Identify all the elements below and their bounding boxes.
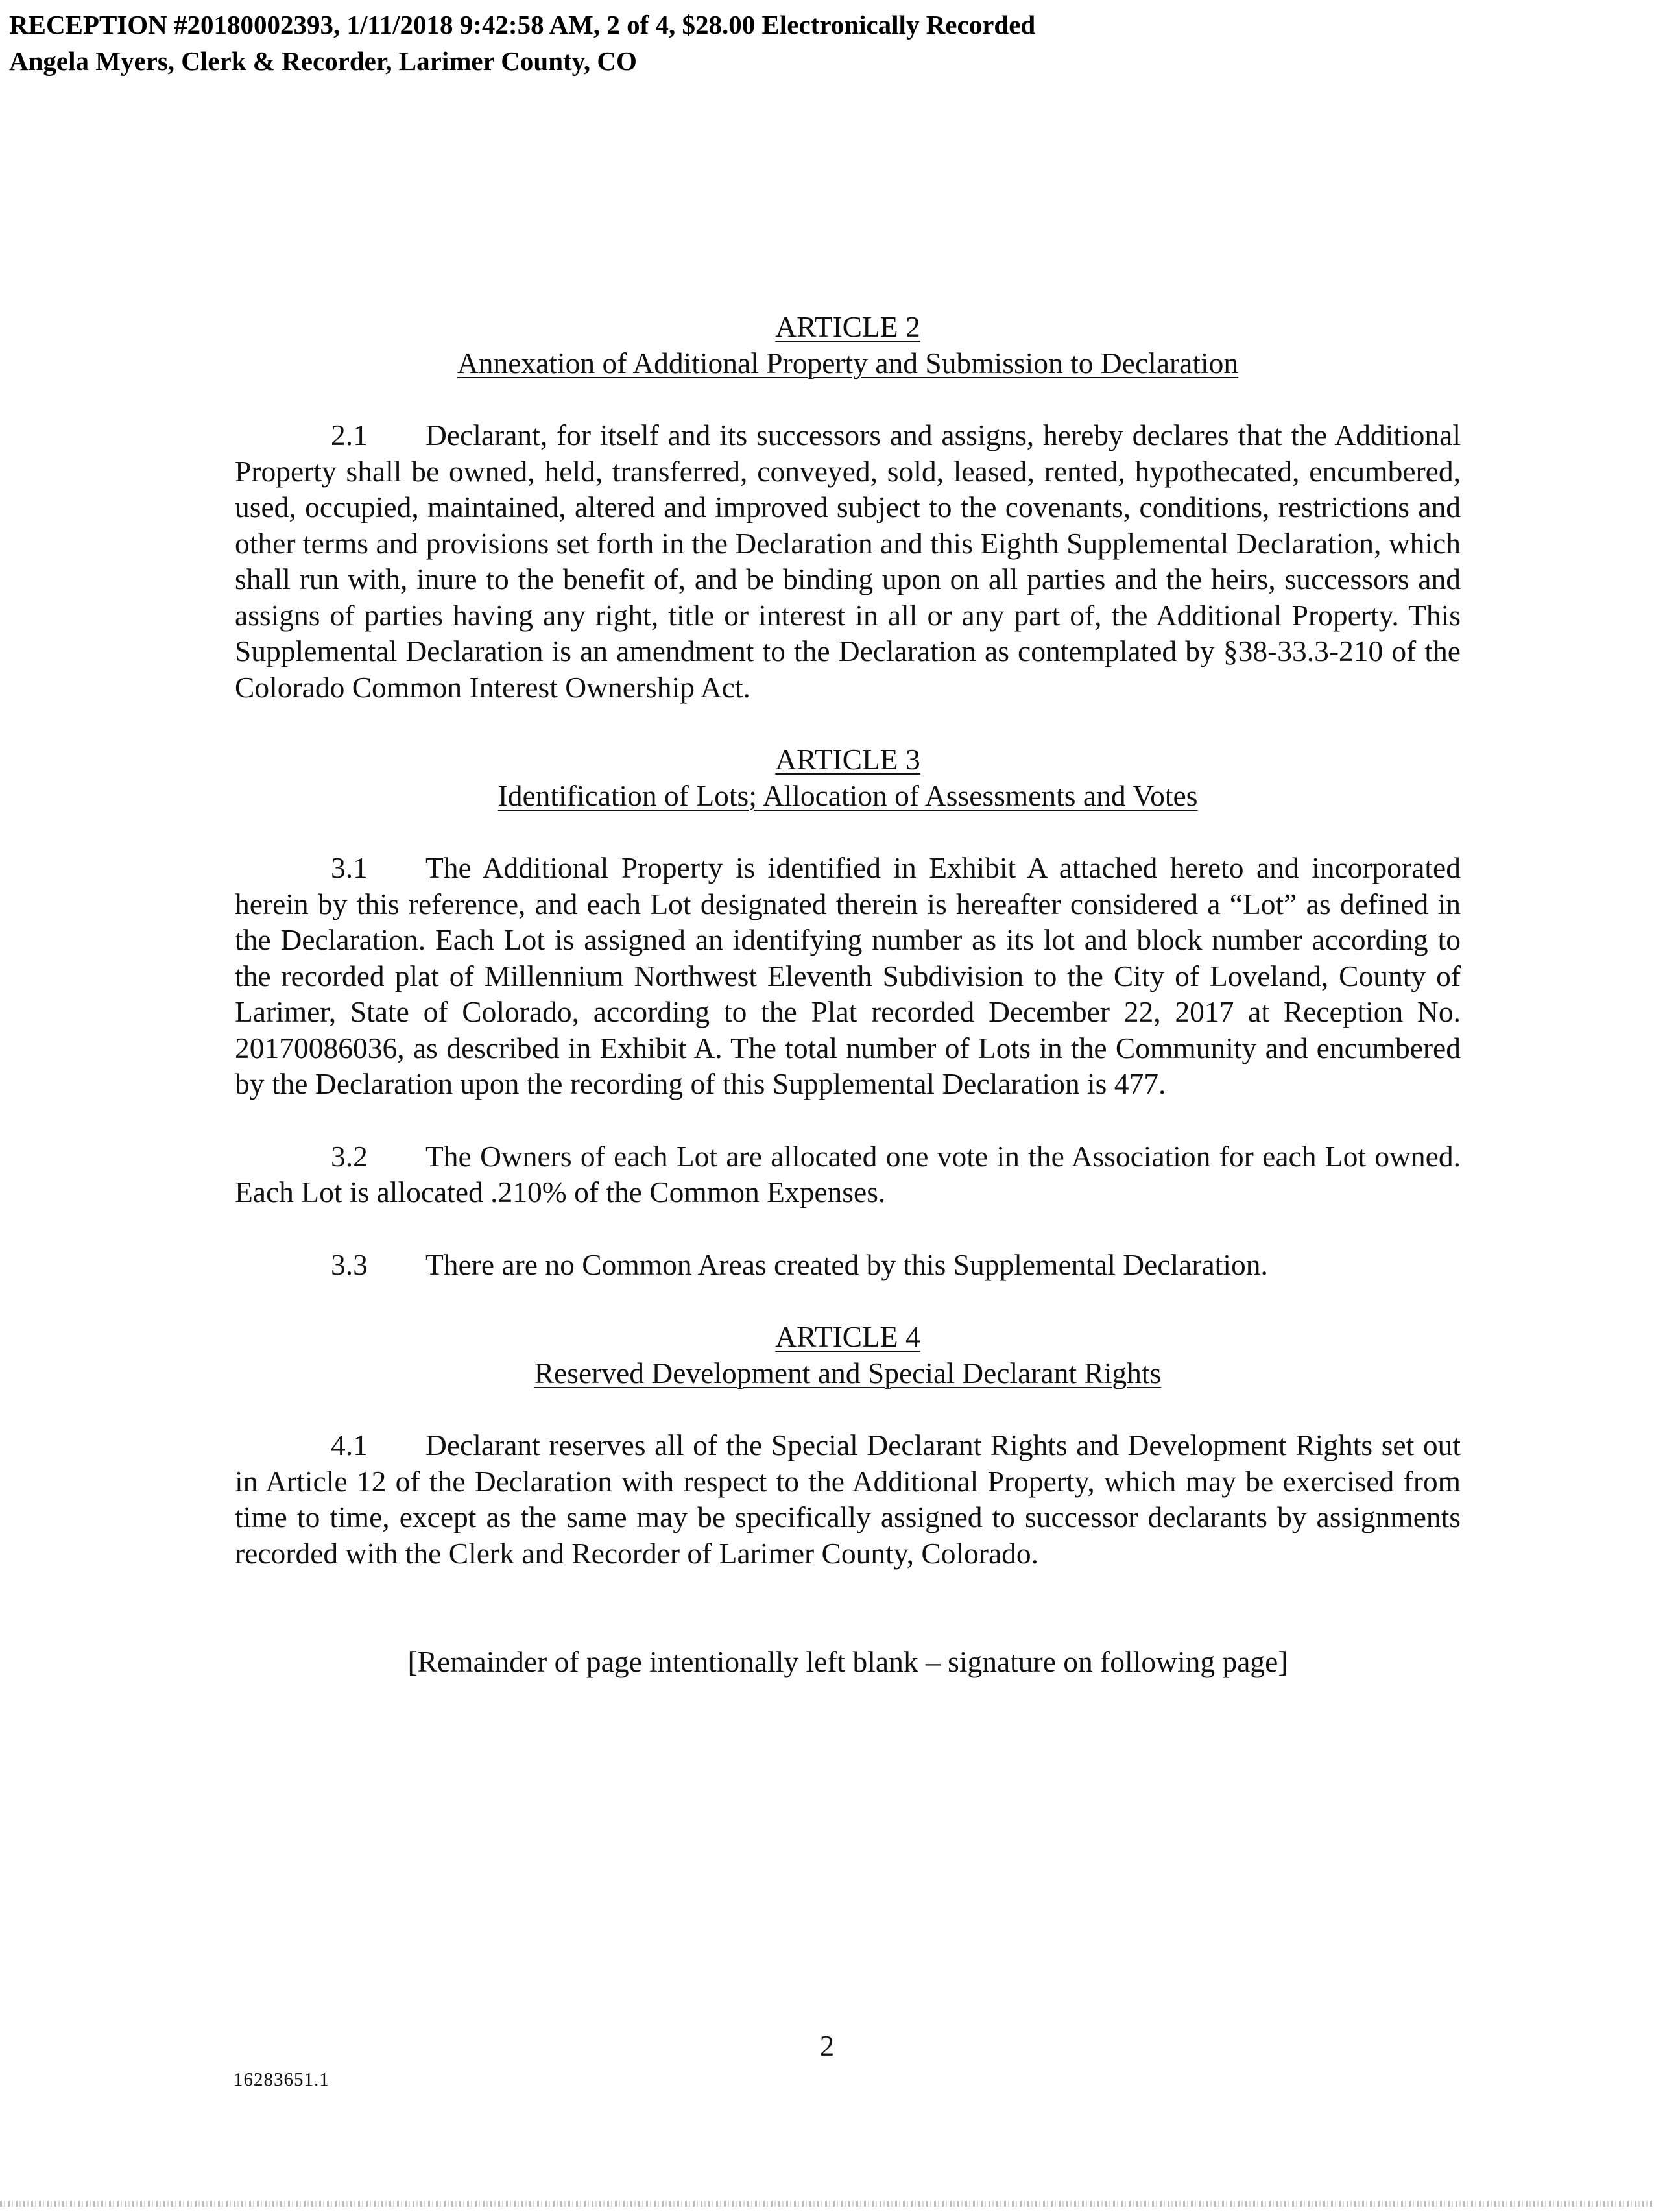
- document-id: 16283651.1: [234, 2069, 330, 2090]
- section-3-2: [235, 1138, 1461, 1210]
- section-text: The Additional Property is identified in Exhibit A attached hereto and incorporated herein by this reference, and each Lot designated therein is hereafter considered a “Lot” as defined in the Declaration. Each Lot is assigned an identifying number as its lot and block number according to the recorded plat of Millennium Northwest Eleventh Subdivision to the City of Loveland, County of Larimer, State of Colorado, according to the Plat recorded December 22, 2017 at Reception No. 20170086036, as described in Exhibit A. The total number of Lots in the Community and encumbered by the Declaration upon the recording of this Supplemental Declaration is 477.: [235, 851, 1461, 1100]
- remainder-note: [Remainder of page intentionally left blank – signature on following page]: [407, 1645, 1288, 1678]
- section-4-1: [235, 1427, 1461, 1571]
- section-text: Declarant reserves all of the Special Declarant Rights and Development Rights set out in Article 12 of the Declaration with respect to the Additional Property, which may be exercised from time to time, except as the same may be specifically assigned to successor declarants by assignments recorded with the Clerk and Recorder of Larimer County, Colorado.: [235, 1428, 1461, 1570]
- scan-edge-artifact: [0, 2201, 1654, 2207]
- section-number: 3.2: [331, 1139, 368, 1173]
- section-text: Declarant, for itself and its successors and assigns, hereby declares that the Additional Property shall be owned, held, transferred, conveyed, sold, leased, rented, hypothecated, encumbered, used, occupied, maintained, altered and improved subject to the covenants, conditions, restrictions and other terms and provisions set forth in the Declaration and this Eighth Supplemental Declaration, which shall run with, inure to the benefit of, and be binding upon on all parties and the heirs, successors and assigns of parties having any right, title or interest in all or any part of, the Additional Property. This Supplemental Declaration is an amendment to the Declaration as contemplated by §38-33.3-210 of the Colorado Common Interest Ownership Act.: [235, 418, 1461, 704]
- page-number: 2: [819, 2030, 835, 2062]
- article-2-label: ARTICLE 2: [775, 310, 920, 343]
- section-3-1: [235, 850, 1461, 1102]
- section-number: 2.1: [331, 418, 368, 451]
- article-3-label: ARTICLE 3: [775, 743, 920, 776]
- article-2-heading: [235, 309, 1461, 381]
- section-text: The Owners of each Lot are allocated one vote in the Association for each Lot owned. Each Lot is allocated .210% of the Common Expenses.: [235, 1139, 1461, 1208]
- section-number: 3.1: [331, 851, 368, 884]
- section-number: 3.3: [331, 1247, 368, 1281]
- article-4-heading: [235, 1319, 1461, 1391]
- section-2-1: [235, 417, 1461, 705]
- article-3-title: Identification of Lots; Allocation of Assessments and Votes: [497, 778, 1198, 812]
- section-3-3: [235, 1247, 1461, 1283]
- article-4-title: Reserved Development and Special Declarant Rights: [534, 1356, 1162, 1389]
- article-4-label: ARTICLE 4: [775, 1320, 920, 1353]
- section-number: 4.1: [331, 1428, 368, 1461]
- recording-stamp-line-2: Angela Myers, Clerk & Recorder, Larimer County, CO: [9, 46, 637, 76]
- section-text: There are no Common Areas created by this Supplemental Declaration.: [425, 1247, 1268, 1281]
- recording-stamp: [9, 6, 1035, 79]
- article-3-heading: [235, 741, 1461, 813]
- recording-stamp-line-1: RECEPTION #20180002393, 1/11/2018 9:42:58 AM, 2 of 4, $28.00 Electronically Recorded: [9, 10, 1036, 40]
- article-2-title: Annexation of Additional Property and Submission to Declaration: [457, 346, 1239, 379]
- document-body: [235, 309, 1461, 1680]
